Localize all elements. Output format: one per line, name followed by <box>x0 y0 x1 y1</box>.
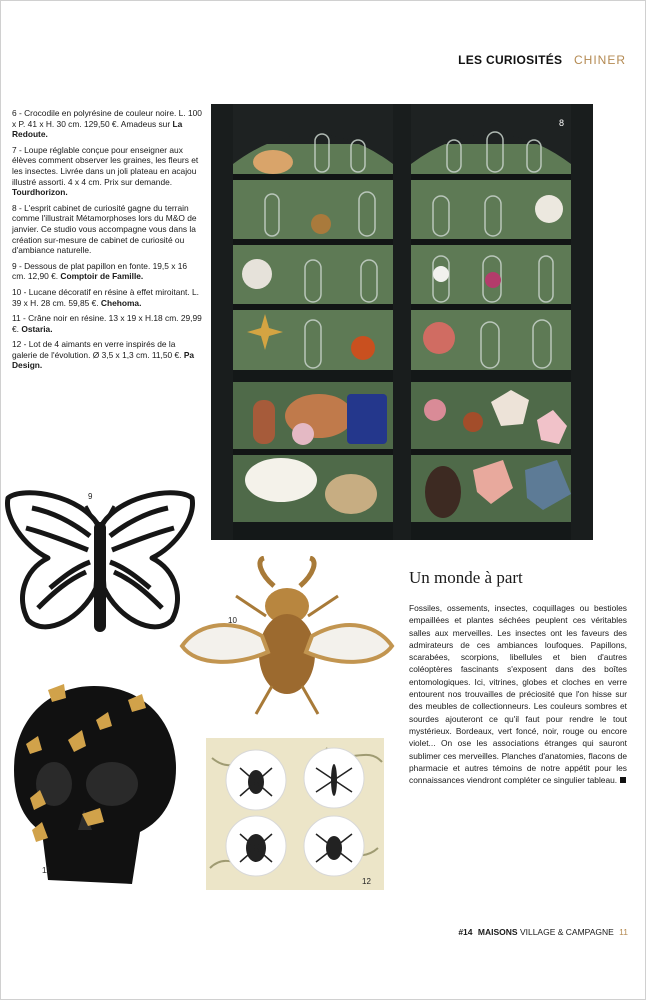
caption-item <box>12 313 202 334</box>
cabinet-photo <box>211 104 593 540</box>
caption-item <box>12 287 202 308</box>
caption-brand: Tourdhorizon. <box>12 187 68 198</box>
caption-brand: Ostaria. <box>21 323 53 334</box>
black-skull-image <box>8 680 184 890</box>
caption-item <box>12 339 202 371</box>
category-title: CHINER <box>573 53 626 67</box>
page-header <box>458 53 626 67</box>
caption-text: 11 - Crâne noir en résine. 13 x 19 x H.18 cm. 29,99 €. <box>12 313 202 334</box>
page-footer <box>458 927 628 937</box>
caption-item <box>12 261 202 282</box>
stag-beetle-image <box>176 556 398 716</box>
end-mark <box>620 777 626 783</box>
skull-number: 11 <box>42 866 51 875</box>
caption-brand: Pa Design. <box>12 349 195 371</box>
caption-brand: Comptoir de Famille. <box>60 271 144 282</box>
page-number: 11 <box>619 927 628 937</box>
caption-text: 12 - Lot de 4 aimants en verre inspirés de la galerie de l'évolution. Ø 3,5 x 1,3 cm. 11,50 €. <box>12 339 182 360</box>
butterfly-number: 9 <box>88 492 93 501</box>
caption-text: 7 - Loupe réglable conçue pour enseigner aux élèves comment observer les graines, les fleurs et les insectes. Livrée dans un joli plateau en acajou illustré assorti. 4 x 4 cm. Prix sur demande. <box>12 144 199 187</box>
caption-text: 6 - Crocodile en polyrésine de couleur noire. L. 100 x P. 41 x H. 30 cm. 129,50 €. Amadeus sur <box>12 108 202 129</box>
caption-text: 10 - Lucane décoratif en résine à effet miroitant. L. 39 x H. 28 cm. 59,85 €. <box>12 286 199 308</box>
beetle-number: 10 <box>228 616 237 625</box>
article-body-text: Fossiles, ossements, insectes, coquillages ou bestioles empaillées et plantes séchées peuplent ces véritables salles aux merveilles. Les insectes ont les faveurs des admirateurs de ces ambiances loufoques. Papillons, scarabées, scorpions, libellules et bien d'autres coléoptères fascinants s'exposent dans des boîtes entomologiques. Ici, vitrines, globes et cloches en verre entourent nos trouvailles de préciosité que l'on hisse sur des meubles de collectionneurs. Les couleurs sombres et sourdes ajouteront ce qu'il faut pour rendre le tout mystérieux. Bordeaux, vert foncé, noir, rouge ou encore violet... On ose les associations étranges qui sauront sublimer ces merveilles. Planches d'anatomies, flacons de pharmacie et autres témoins de notre appétit pour les connaissances viendront compléter ce singulier tableau. <box>409 603 627 786</box>
caption-item <box>12 145 202 198</box>
captions-column <box>12 108 202 376</box>
caption-item <box>12 108 202 140</box>
issue-number: #14 <box>458 927 473 937</box>
magazine-brand: MAISONS <box>477 927 518 937</box>
cabinet-number: 8 <box>559 118 565 128</box>
article-body <box>409 602 627 786</box>
caption-brand: Chehoma. <box>100 297 142 308</box>
caption-item <box>12 203 202 256</box>
cabinet-illustration <box>211 104 593 540</box>
article <box>409 568 627 786</box>
caption-text: 8 - L'esprit cabinet de curiosité gagne du terrain comme l'illustrait Métamorphoses lors du M&O de janvier. Ce studio vous accompagne vous dans la création sur-mesure de cabinet de curiosité ou d'ambiance naturelle. <box>12 202 197 256</box>
magazine-title: VILLAGE & CAMPAGNE <box>519 927 614 937</box>
magnets-number: 12 <box>362 877 371 886</box>
glass-magnets-image <box>206 738 384 890</box>
section-title: LES CURIOSITÉS <box>458 53 563 67</box>
article-title: Un monde à part <box>409 568 523 587</box>
butterfly-trivet-image <box>2 488 198 656</box>
caption-text: 9 - Dessous de plat papillon en fonte. 19,5 x 16 cm. 12,90 €. <box>12 260 188 282</box>
caption-brand: La Redoute. <box>12 118 183 140</box>
